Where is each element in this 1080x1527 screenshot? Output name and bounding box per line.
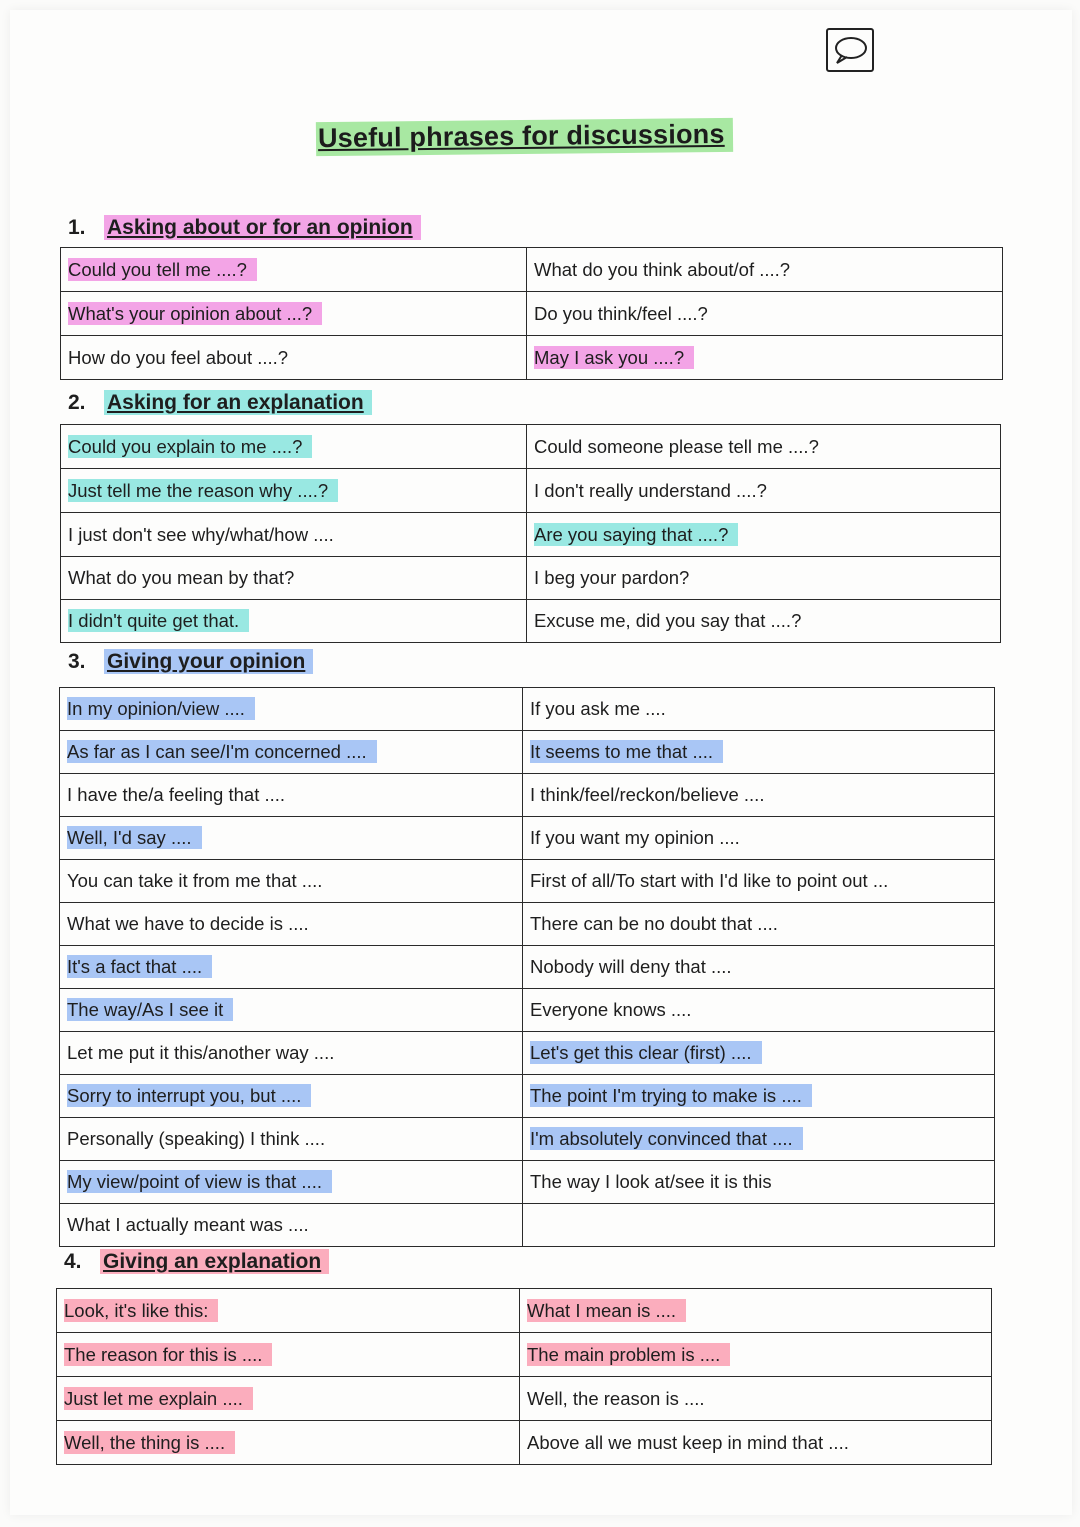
section-number: 2.: [68, 391, 86, 414]
phrase-cell: [60, 1075, 523, 1118]
phrase-cell: [60, 1118, 523, 1161]
phrase-text: Nobody will deny that ....: [530, 956, 732, 977]
phrase-text: Sorry to interrupt you, but ....: [67, 1084, 311, 1107]
phrase-cell: [61, 292, 527, 336]
phrase-text: What do you think about/of ....?: [534, 258, 791, 280]
phrase-cell: [60, 860, 523, 903]
phrase-cell: [527, 557, 1001, 600]
section-title: Asking for an explanation: [104, 390, 372, 415]
phrase-text: Let me put it this/another way ....: [67, 1042, 335, 1063]
phrase-cell: [61, 557, 527, 600]
phrase-text: I just don't see why/what/how ....: [68, 523, 334, 545]
phrase-table-4: [56, 1288, 992, 1465]
phrase-text: I have the/a feeling that ....: [67, 784, 286, 805]
phrase-cell: [60, 688, 523, 731]
phrase-cell: [523, 1118, 995, 1161]
section-title: Asking about or for an opinion: [104, 215, 421, 240]
phrase-text: There can be no doubt that ....: [530, 913, 778, 934]
table-row: [60, 946, 995, 989]
phrase-text: Well, the thing is ....: [64, 1431, 235, 1454]
phrase-text: What we have to decide is ....: [67, 913, 309, 934]
table-row: [60, 731, 995, 774]
table-row: [61, 292, 1003, 336]
table-row: [60, 860, 995, 903]
speech-bubble-icon: [826, 28, 874, 72]
phrase-text: I beg your pardon?: [534, 567, 690, 588]
phrase-text: Everyone knows ....: [530, 999, 692, 1020]
phrase-text: Above all we must keep in mind that ....: [527, 1431, 849, 1453]
phrase-cell: [520, 1421, 992, 1465]
phrase-text: I'm absolutely convinced that ....: [530, 1127, 803, 1150]
table-row: [60, 1204, 995, 1247]
phrase-cell: [523, 903, 995, 946]
phrase-cell: [60, 903, 523, 946]
phrase-text: Excuse me, did you say that ....?: [534, 610, 802, 631]
phrase-cell: [527, 292, 1003, 336]
phrase-text: Well, the reason is ....: [527, 1387, 705, 1409]
phrase-cell: [527, 513, 1001, 557]
phrase-text: It's a fact that ....: [67, 955, 212, 978]
phrase-text: I don't really understand ....?: [534, 479, 767, 501]
phrase-text: If you ask me ....: [530, 698, 666, 719]
phrase-table-3: [59, 687, 995, 1247]
phrase-cell: [527, 469, 1001, 513]
table-row: [61, 336, 1003, 380]
phrase-text: Well, I'd say ....: [67, 826, 202, 849]
phrase-cell: [60, 817, 523, 860]
phrase-cell: [520, 1377, 992, 1421]
phrase-cell: [523, 1204, 995, 1247]
document-title: Useful phrases for discussions: [316, 118, 733, 156]
phrase-text: What's your opinion about ...?: [68, 302, 322, 325]
table-row: [60, 774, 995, 817]
section-3-heading: [68, 650, 313, 674]
phrase-table-2: [60, 424, 1001, 643]
phrase-text: The main problem is ....: [527, 1343, 730, 1366]
table-row: [61, 425, 1001, 469]
phrase-cell: [57, 1421, 520, 1465]
phrase-cell: [527, 600, 1001, 643]
phrase-cell: [523, 817, 995, 860]
table-row: [60, 688, 995, 731]
phrase-cell: [60, 774, 523, 817]
phrase-cell: [61, 600, 527, 643]
phrase-text: The way/As I see it: [67, 998, 233, 1021]
phrase-text: I didn't quite get that.: [68, 609, 249, 632]
phrase-cell: [523, 1075, 995, 1118]
phrase-cell: [57, 1289, 520, 1333]
phrase-cell: [61, 425, 527, 469]
phrase-cell: [523, 1161, 995, 1204]
section-4-heading: [64, 1250, 329, 1274]
phrase-cell: [60, 1032, 523, 1075]
phrase-cell: [57, 1333, 520, 1377]
phrase-cell: [523, 946, 995, 989]
phrase-cell: [60, 1204, 523, 1247]
phrase-cell: [61, 336, 527, 380]
phrase-cell: [61, 248, 527, 292]
table-row: [60, 903, 995, 946]
phrase-text: Just let me explain ....: [64, 1387, 253, 1410]
phrase-text: What I actually meant was ....: [67, 1214, 309, 1235]
phrase-cell: [523, 731, 995, 774]
phrase-text: What I mean is ....: [527, 1299, 686, 1322]
section-1-heading: [68, 216, 421, 240]
phrase-text: The point I'm trying to make is ....: [530, 1084, 812, 1107]
phrase-cell: [61, 469, 527, 513]
phrase-text: I think/feel/reckon/believe ....: [530, 784, 765, 805]
phrase-text: How do you feel about ....?: [68, 346, 289, 368]
phrase-cell: [520, 1333, 992, 1377]
section-number: 4.: [64, 1250, 82, 1273]
phrase-text: The way I look at/see it is this: [530, 1171, 772, 1192]
phrase-cell: [527, 425, 1001, 469]
phrase-text: First of all/To start with I'd like to point out ...: [530, 870, 889, 891]
phrase-cell: [523, 688, 995, 731]
table-row: [61, 557, 1001, 600]
table-row: [57, 1377, 992, 1421]
phrase-text: Do you think/feel ....?: [534, 302, 708, 324]
phrase-cell: [523, 860, 995, 903]
phrase-cell: [60, 731, 523, 774]
table-row: [57, 1421, 992, 1465]
table-row: [60, 817, 995, 860]
phrase-text: If you want my opinion ....: [530, 827, 740, 848]
phrase-cell: [57, 1377, 520, 1421]
phrase-text: My view/point of view is that ....: [67, 1170, 332, 1193]
section-title: Giving your opinion: [104, 649, 313, 674]
table-row: [60, 1161, 995, 1204]
phrase-cell: [527, 248, 1003, 292]
phrase-text: May I ask you ....?: [534, 346, 694, 369]
section-title: Giving an explanation: [100, 1249, 329, 1274]
table-row: [60, 1118, 995, 1161]
phrase-text: It seems to me that ....: [530, 740, 723, 763]
phrase-text: Are you saying that ....?: [534, 523, 738, 546]
phrase-text: Let's get this clear (first) ....: [530, 1041, 762, 1064]
phrase-text: Just tell me the reason why ....?: [68, 479, 338, 502]
section-2-heading: [68, 391, 372, 415]
phrase-text: As far as I can see/I'm concerned ....: [67, 740, 377, 763]
phrase-cell: [527, 336, 1003, 380]
table-row: [60, 1032, 995, 1075]
phrase-table-1: [60, 247, 1003, 380]
section-number: 3.: [68, 650, 86, 673]
phrase-cell: [60, 1161, 523, 1204]
phrase-text: What do you mean by that?: [68, 567, 295, 588]
phrase-text: In my opinion/view ....: [67, 697, 255, 720]
table-row: [61, 600, 1001, 643]
table-row: [61, 248, 1003, 292]
table-row: [57, 1333, 992, 1377]
phrase-text: Could you tell me ....?: [68, 258, 257, 281]
phrase-text: The reason for this is ....: [64, 1343, 272, 1366]
table-row: [61, 513, 1001, 557]
phrase-text: You can take it from me that ....: [67, 870, 323, 891]
section-number: 1.: [68, 216, 86, 239]
phrase-text: Could you explain to me ....?: [68, 435, 312, 458]
phrase-cell: [523, 989, 995, 1032]
phrase-cell: [520, 1289, 992, 1333]
phrase-text: Look, it's like this:: [64, 1299, 218, 1322]
table-row: [60, 1075, 995, 1118]
phrase-cell: [60, 946, 523, 989]
phrase-text: Personally (speaking) I think ....: [67, 1128, 326, 1149]
phrase-cell: [60, 989, 523, 1032]
phrase-cell: [523, 1032, 995, 1075]
phrase-cell: [523, 774, 995, 817]
table-row: [57, 1289, 992, 1333]
table-row: [61, 469, 1001, 513]
phrase-text: Could someone please tell me ....?: [534, 435, 819, 457]
phrase-cell: [61, 513, 527, 557]
table-row: [60, 989, 995, 1032]
